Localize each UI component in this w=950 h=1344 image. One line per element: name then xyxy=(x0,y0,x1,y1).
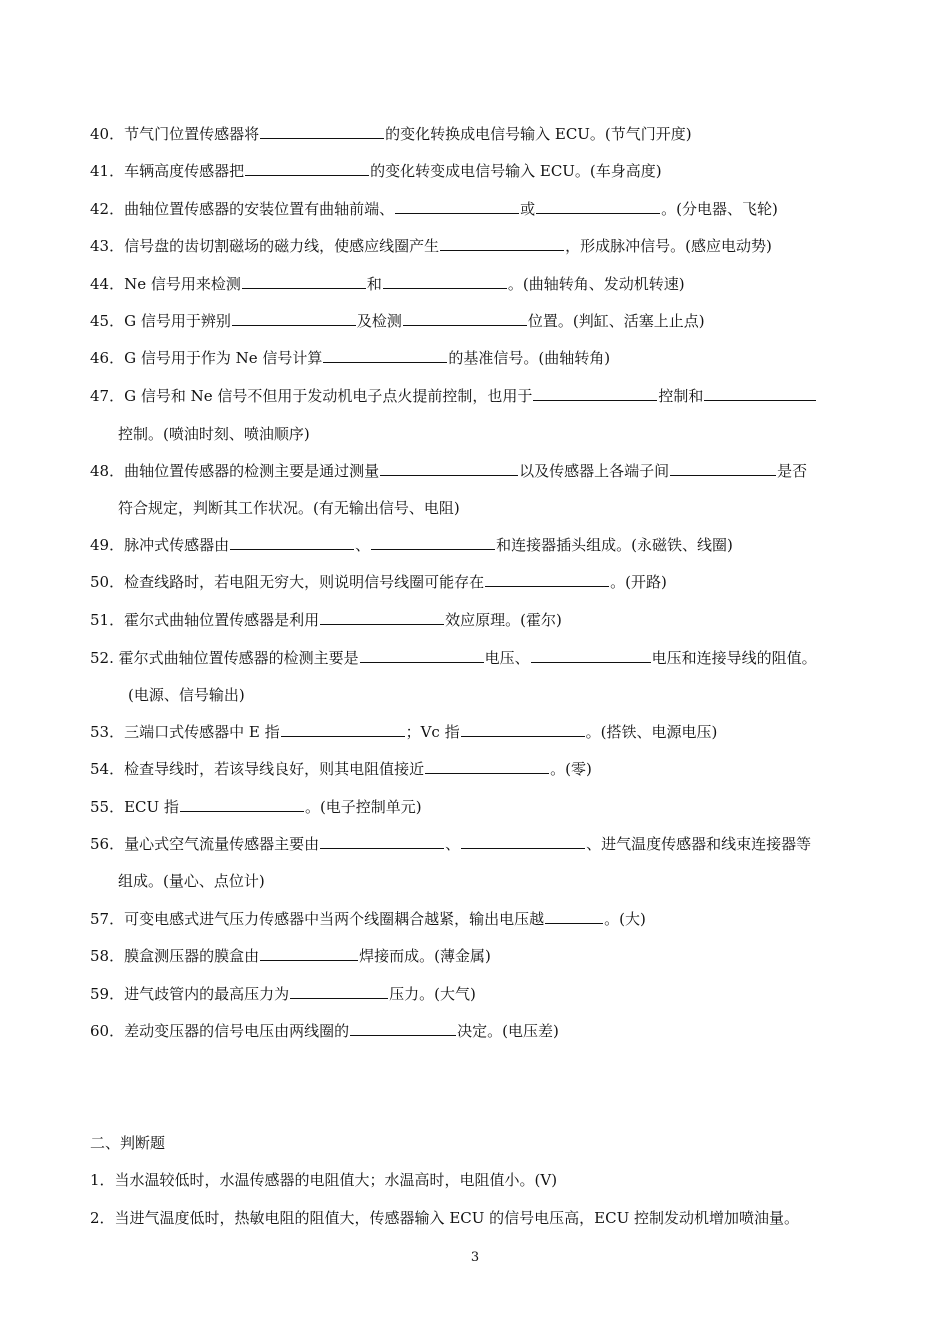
answer-blank xyxy=(383,274,507,289)
answer-blank xyxy=(320,610,444,625)
question-42: 42．曲轴位置传感器的安装位置有曲轴前端、 或 。(分电器、飞轮) xyxy=(90,200,778,218)
question-55: 55．ECU 指 。(电子控制单元) xyxy=(90,798,422,816)
question-58: 58．膜盒测压器的膜盒由 焊接而成。(薄金属) xyxy=(90,947,491,965)
answer-blank xyxy=(461,834,585,849)
answer-blank xyxy=(180,797,304,812)
question-53: 53．三端口式传感器中 E 指 ；Vc 指 。(搭铁、电源电压) xyxy=(90,723,718,741)
question-59: 59．进气歧管内的最高压力为 压力。(大气) xyxy=(90,985,476,1003)
section-title: 二、判断题 xyxy=(90,1134,166,1152)
question-48: 48．曲轴位置传感器的检测主要是通过测量 以及传感器上各端子间 是否 xyxy=(90,462,808,480)
answer-blank xyxy=(242,274,366,289)
question-56-continued: 组成。(量心、点位计) xyxy=(118,872,265,890)
answer-blank xyxy=(290,984,388,999)
answer-blank xyxy=(260,124,384,139)
answer-blank xyxy=(230,535,354,550)
question-50: 50．检查线路时，若电阻无穷大，则说明信号线圈可能存在 。(开路) xyxy=(90,573,667,591)
answer-blank xyxy=(323,348,447,363)
answer-blank xyxy=(403,311,527,326)
answer-blank xyxy=(533,386,657,401)
judgment-item-1: 1．当水温较低时，水温传感器的电阻值大；水温高时，电阻值小。(V) xyxy=(90,1171,558,1189)
question-48-continued: 符合规定，判断其工作状况。(有无输出信号、电阻) xyxy=(118,499,460,517)
answer-blank xyxy=(320,834,444,849)
question-46: 46．G 信号用于作为 Ne 信号计算 的基准信号。(曲轴转角) xyxy=(90,349,611,367)
answer-blank xyxy=(371,535,495,550)
answer-blank xyxy=(281,722,405,737)
question-51: 51．霍尔式曲轴位置传感器是利用 效应原理。(霍尔) xyxy=(90,611,562,629)
question-52-continued: (电源、信号输出) xyxy=(128,686,245,704)
answer-blank xyxy=(380,461,518,476)
page-number: 3 xyxy=(470,1250,480,1265)
answer-blank xyxy=(425,759,549,774)
answer-blank xyxy=(440,236,564,251)
question-47-continued: 控制。(喷油时刻、喷油顺序) xyxy=(118,425,310,443)
judgment-item-2: 2．当进气温度低时，热敏电阻的阻值大，传感器输入 ECU 的信号电压高，ECU 控制发动机增加喷油量。 xyxy=(90,1209,799,1227)
question-52: 52. 霍尔式曲轴位置传感器的检测主要是 电压、 电压和连接导线的阻值。 xyxy=(90,649,817,667)
question-54: 54．检查导线时，若该导线良好，则其电阻值接近 。(零) xyxy=(90,760,592,778)
answer-blank xyxy=(670,461,776,476)
answer-blank xyxy=(232,311,356,326)
question-43: 43．信号盘的齿切割磁场的磁力线，使感应线圈产生 ，形成脉冲信号。(感应电动势) xyxy=(90,237,772,255)
answer-blank xyxy=(531,648,651,663)
question-56: 56．量心式空气流量传感器主要由 、 、进气温度传感器和线束连接器等 xyxy=(90,835,812,853)
answer-blank xyxy=(485,572,609,587)
question-49: 49．脉冲式传感器由 、 和连接器插头组成。(永磁铁、线圈) xyxy=(90,536,733,554)
answer-blank xyxy=(545,909,603,924)
answer-blank xyxy=(395,199,519,214)
answer-blank xyxy=(461,722,585,737)
question-40: 40．节气门位置传感器将 的变化转换成电信号输入 ECU。(节气门开度) xyxy=(90,125,692,143)
question-47: 47．G 信号和 Ne 信号不但用于发动机电子点火提前控制，也用于 控制和 xyxy=(90,386,870,406)
question-44: 44．Ne 信号用来检测 和 。(曲轴转角、发动机转速) xyxy=(90,275,685,293)
answer-blank xyxy=(360,648,484,663)
answer-blank xyxy=(350,1021,456,1036)
question-57: 57．可变电感式进气压力传感器中当两个线圈耦合越紧，输出电压越 。(大) xyxy=(90,910,646,928)
question-41: 41．车辆高度传感器把 的变化转变成电信号输入 ECU。(车身高度) xyxy=(90,162,662,180)
answer-blank xyxy=(704,386,816,401)
question-60: 60．差动变压器的信号电压由两线圈的 决定。(电压差) xyxy=(90,1022,559,1040)
answer-blank xyxy=(260,946,358,961)
question-45: 45．G 信号用于辨别 及检测 位置。(判缸、活塞上止点) xyxy=(90,312,705,330)
answer-blank xyxy=(245,161,369,176)
answer-blank xyxy=(536,199,660,214)
